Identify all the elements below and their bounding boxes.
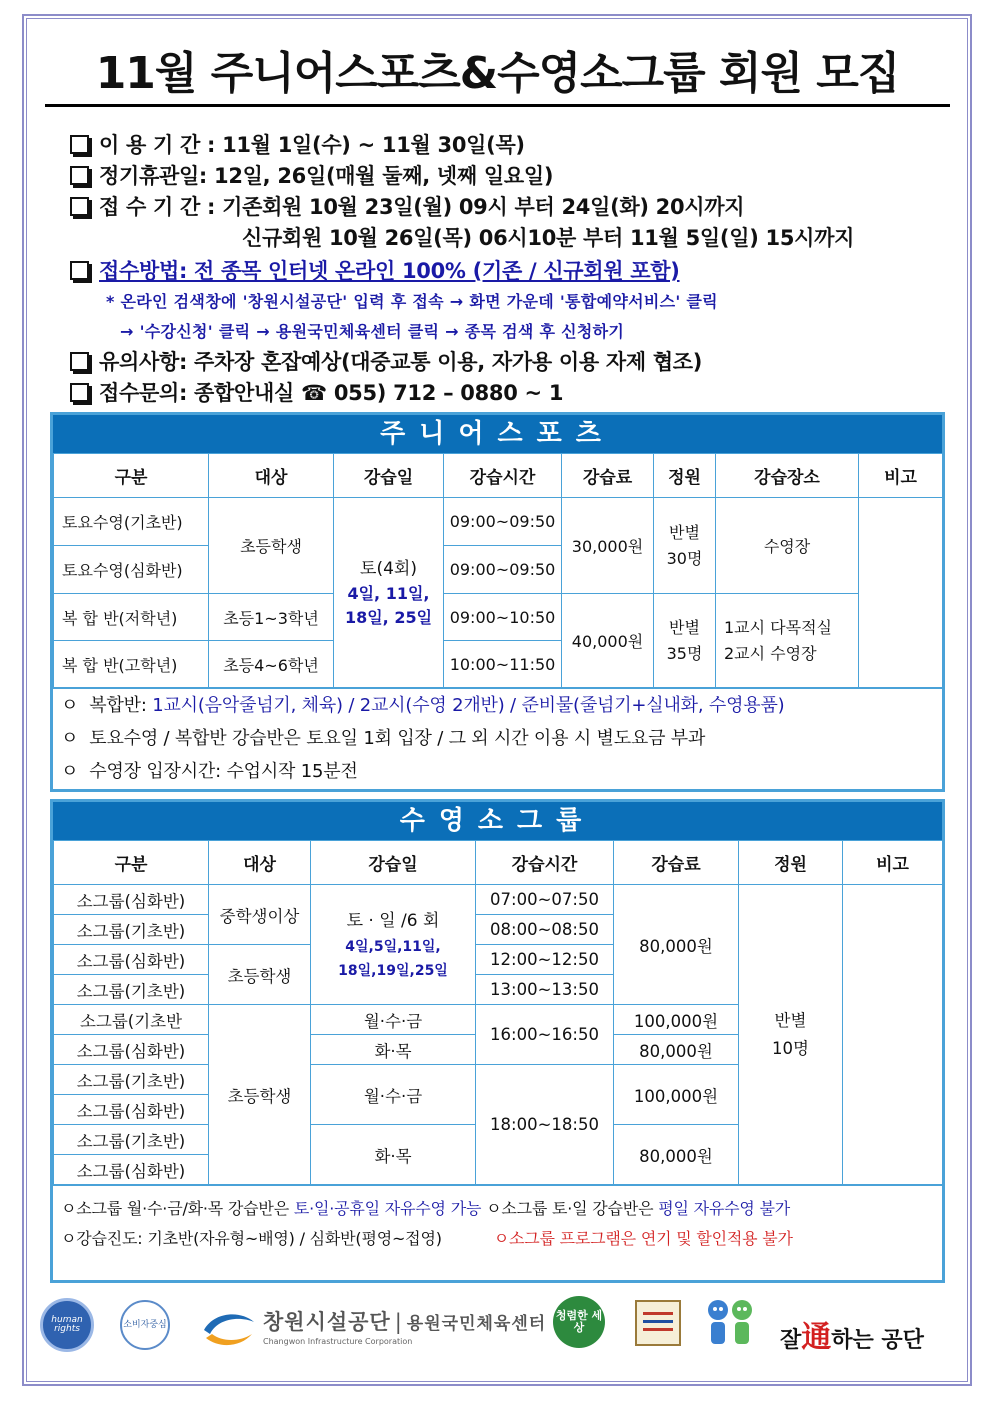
note-text: ㅇ강습진도: 기초반(자유형~배영) / 심화반(평영~접영) bbox=[61, 1229, 442, 1248]
contact-phone: 055) 712 – 0880 ~ 1 bbox=[333, 381, 564, 405]
capacity-line: 30명 bbox=[666, 548, 703, 568]
days-main: 토 · 일 /6 회 bbox=[346, 910, 440, 931]
bullet-icon: ㅇ bbox=[61, 695, 79, 716]
time-cell: 09:00~10:50 bbox=[444, 594, 562, 641]
col-header: 강습료 bbox=[614, 841, 739, 885]
days-dates-2: 18일, 25일 bbox=[344, 607, 433, 627]
badge-text: human rights bbox=[51, 1315, 83, 1334]
col-header: 강습일 bbox=[334, 454, 444, 498]
small-group-table bbox=[53, 840, 943, 1185]
checkbox-icon bbox=[70, 383, 89, 402]
bullet-icon: ㅇ bbox=[61, 761, 79, 782]
small-group-note-1 bbox=[53, 1194, 942, 1224]
contact-line bbox=[70, 378, 950, 409]
slogan-text: 잘 bbox=[780, 1328, 802, 1353]
days-dates-1: 4일, 11일, bbox=[347, 583, 430, 603]
org-name: 창원시설공단 bbox=[263, 1310, 391, 1334]
note-prefix: 복합반: bbox=[89, 695, 153, 716]
note-text: ㅇ소그룹 월·수·금/화·목 강습반은 bbox=[61, 1199, 294, 1218]
reg-new-text: 신규회원 10월 26일(목) 06시10분 부터 11월 5일(일) 15시까지 bbox=[242, 226, 855, 250]
col-header: 구분 bbox=[54, 841, 209, 885]
time-cell: 16:00~16:50 bbox=[476, 1005, 614, 1065]
bullet-icon: ㅇ bbox=[61, 728, 79, 749]
note-text: 수영장 입장시간: 수업시작 15분전 bbox=[89, 761, 358, 782]
capacity-line: 10명 bbox=[772, 1038, 809, 1058]
time-cell: 13:00~13:50 bbox=[476, 975, 614, 1005]
slogan bbox=[780, 1312, 924, 1356]
col-header: 대상 bbox=[209, 454, 334, 498]
caution-line bbox=[70, 347, 950, 378]
certificate-icon bbox=[635, 1300, 681, 1346]
class-name: 소그룹(심화반) bbox=[54, 1155, 209, 1185]
method-line bbox=[70, 256, 950, 287]
fee-cell: 80,000원 bbox=[614, 885, 739, 1005]
col-header: 구분 bbox=[54, 454, 209, 498]
table-row bbox=[54, 594, 943, 641]
class-name: 소그룹(심화반) bbox=[54, 1035, 209, 1065]
col-header: 강습시간 bbox=[444, 454, 562, 498]
fee-cell: 80,000원 bbox=[614, 1035, 739, 1065]
capacity-line: 35명 bbox=[666, 643, 703, 663]
days-dates-2: 18일,19일,25일 bbox=[338, 962, 448, 979]
class-name: 소그룹(기초반 bbox=[54, 1005, 209, 1035]
contact-label: 접수문의: 종합안내실 bbox=[99, 381, 294, 405]
col-header: 강습시간 bbox=[476, 841, 614, 885]
note-text: ㅇ소그룹 토·일 강습반은 bbox=[481, 1199, 659, 1218]
class-name: 토요수영(기초반) bbox=[54, 498, 209, 546]
period-text: 이 용 기 간 : 11월 1일(수) ~ 11월 30일(목) bbox=[99, 133, 525, 157]
target-cell: 초등4~6학년 bbox=[209, 641, 334, 688]
fee-cell: 30,000원 bbox=[562, 498, 654, 594]
capacity-cell bbox=[654, 594, 716, 688]
time-cell: 08:00~08:50 bbox=[476, 915, 614, 945]
time-cell: 09:00~09:50 bbox=[444, 498, 562, 546]
small-group-notes bbox=[53, 1185, 942, 1254]
time-cell: 10:00~11:50 bbox=[444, 641, 562, 688]
fee-cell: 100,000원 bbox=[614, 1005, 739, 1035]
capacity-cell bbox=[739, 885, 843, 1185]
col-header: 비고 bbox=[859, 454, 943, 498]
days-cell: 화·목 bbox=[311, 1125, 476, 1185]
integrity-logo bbox=[553, 1296, 605, 1348]
col-header: 대상 bbox=[209, 841, 311, 885]
capacity-line: 반별 bbox=[669, 522, 700, 542]
junior-note-1 bbox=[53, 689, 942, 722]
class-name: 소그룹(심화반) bbox=[54, 885, 209, 915]
consumer-centric-logo bbox=[120, 1300, 170, 1350]
days-main: 토(4회) bbox=[360, 558, 417, 579]
checkbox-icon bbox=[70, 261, 89, 280]
fee-cell: 100,000원 bbox=[614, 1065, 739, 1125]
center-name: 용원국민체육센터 bbox=[406, 1314, 547, 1334]
checkbox-icon bbox=[70, 197, 89, 216]
capacity-line: 반별 bbox=[669, 617, 700, 637]
target-cell: 중학생이상 bbox=[209, 885, 311, 945]
target-cell: 초등학생 bbox=[209, 498, 334, 594]
table-header-row bbox=[54, 841, 943, 885]
col-header: 강습료 bbox=[562, 454, 654, 498]
method-note-1: * 온라인 검색창에 '창원시설공단' 입력 후 접속 → 화면 가운데 '통합예약서비스' 클릭 bbox=[106, 292, 718, 311]
class-name: 소그룹(기초반) bbox=[54, 1065, 209, 1095]
reg-existing-line bbox=[70, 192, 950, 223]
col-header: 강습장소 bbox=[716, 454, 859, 498]
reg-existing-text: 접 수 기 간 : 기존회원 10월 23일(월) 09시 부터 24일(화) 20시까지 bbox=[99, 195, 745, 219]
badge-text: 소비자중심 bbox=[123, 1319, 167, 1330]
note-highlight: 평일 자유수영 불가 bbox=[658, 1199, 791, 1218]
period-line bbox=[70, 130, 950, 161]
remark-cell bbox=[843, 885, 943, 1185]
days-cell: 화·목 bbox=[311, 1035, 476, 1065]
class-name: 복 합 반(고학년) bbox=[54, 641, 209, 688]
note-highlight: 토·일·공휴일 자유수영 가능 bbox=[293, 1199, 482, 1218]
caution-text: 유의사항: 주차장 혼잡예상(대중교통 이용, 자가용 이용 자제 협조) bbox=[99, 350, 703, 374]
time-cell: 07:00~07:50 bbox=[476, 885, 614, 915]
days-cell bbox=[311, 885, 476, 1005]
place-line: 2교시 수영장 bbox=[724, 643, 817, 663]
holiday-text: 정기휴관일: 12일, 26일(매월 둘째, 넷째 일요일) bbox=[99, 164, 554, 188]
class-name: 소그룹(기초반) bbox=[54, 975, 209, 1005]
capacity-line: 반별 bbox=[774, 1010, 807, 1030]
col-header: 강습일 bbox=[311, 841, 476, 885]
holiday-line bbox=[70, 161, 950, 192]
checkbox-icon bbox=[70, 166, 89, 185]
col-header: 정원 bbox=[654, 454, 716, 498]
remark-cell bbox=[859, 498, 943, 688]
table-header-row bbox=[54, 454, 943, 498]
junior-notes bbox=[53, 688, 942, 788]
junior-sports-section bbox=[50, 412, 945, 792]
days-cell bbox=[334, 498, 444, 688]
org-english-name: Changwon Infrastructure Corporation bbox=[263, 1337, 413, 1346]
footer-logos bbox=[35, 1292, 960, 1362]
junior-section-title: 주니어스포츠 bbox=[53, 415, 942, 453]
fee-cell: 80,000원 bbox=[614, 1125, 739, 1185]
reg-new-line bbox=[70, 223, 950, 254]
slogan-highlight: 通 bbox=[801, 1320, 832, 1355]
place-cell: 수영장 bbox=[716, 498, 859, 594]
method-text: 접수방법: 전 종목 인터넷 온라인 100% (기존 / 신규회원 포함) bbox=[99, 259, 680, 283]
col-header: 비고 bbox=[843, 841, 943, 885]
class-name: 토요수영(심화반) bbox=[54, 546, 209, 594]
col-header: 정원 bbox=[739, 841, 843, 885]
days-cell: 월·수·금 bbox=[311, 1005, 476, 1035]
capacity-cell bbox=[654, 498, 716, 594]
human-rights-logo bbox=[40, 1298, 94, 1352]
target-cell: 초등학생 bbox=[209, 1005, 311, 1185]
place-line: 1교시 다목적실 bbox=[724, 617, 833, 637]
mascot-icon bbox=[703, 1294, 757, 1354]
checkbox-icon bbox=[70, 135, 89, 154]
table-row bbox=[54, 885, 943, 915]
phone-icon: ☎ bbox=[301, 381, 327, 405]
small-group-section bbox=[50, 799, 945, 1283]
days-dates-1: 4일,5일,11일, bbox=[345, 938, 441, 955]
place-cell bbox=[716, 594, 859, 688]
class-name: 소그룹(심화반) bbox=[54, 945, 209, 975]
class-name: 소그룹(기초반) bbox=[54, 915, 209, 945]
fee-cell: 40,000원 bbox=[562, 594, 654, 688]
note-warning: ㅇ소그룹 프로그램은 연기 및 할인적용 불가 bbox=[493, 1229, 793, 1248]
junior-note-3 bbox=[53, 755, 942, 788]
target-cell: 초등학생 bbox=[209, 945, 311, 1005]
checkbox-icon bbox=[70, 352, 89, 371]
class-name: 소그룹(심화반) bbox=[54, 1095, 209, 1125]
time-cell: 09:00~09:50 bbox=[444, 546, 562, 594]
slogan-text: 하는 공단 bbox=[831, 1328, 924, 1353]
days-cell: 월·수·금 bbox=[311, 1065, 476, 1125]
junior-note-2 bbox=[53, 722, 942, 755]
small-group-note-2 bbox=[53, 1224, 942, 1254]
note-text: 토요수영 / 복합반 강습반은 토요일 1회 입장 / 그 외 시간 이용 시 별도요금 부과 bbox=[89, 728, 706, 749]
class-name: 소그룹(기초반) bbox=[54, 1125, 209, 1155]
time-cell: 18:00~18:50 bbox=[476, 1065, 614, 1185]
small-group-section-title: 수영소그룹 bbox=[53, 802, 942, 840]
class-name: 복 합 반(저학년) bbox=[54, 594, 209, 641]
note-highlight: 1교시(음악줄넘기, 체육) / 2교시(수영 2개반) / 준비물(줄넘기+실내화, 수영용품) bbox=[152, 695, 785, 716]
page-title: 11월 주니어스포츠&수영소그룹 회원 모집 bbox=[45, 44, 950, 107]
changwon-corp-logo-icon bbox=[200, 1308, 258, 1352]
method-note-2: → '수강신청' 클릭 → 용원국민체육센터 클릭 → 종목 검색 후 신청하기 bbox=[120, 322, 625, 341]
time-cell: 12:00~12:50 bbox=[476, 945, 614, 975]
badge-text: 청렴한 세상 bbox=[555, 1309, 603, 1334]
info-block bbox=[70, 130, 950, 409]
junior-table bbox=[53, 453, 943, 688]
org-name-block: 창원시설공단 | 용원국민체육센터 Changwon Infrastructure Corporation bbox=[263, 1306, 583, 1346]
table-row bbox=[54, 498, 943, 546]
target-cell: 초등1~3학년 bbox=[209, 594, 334, 641]
